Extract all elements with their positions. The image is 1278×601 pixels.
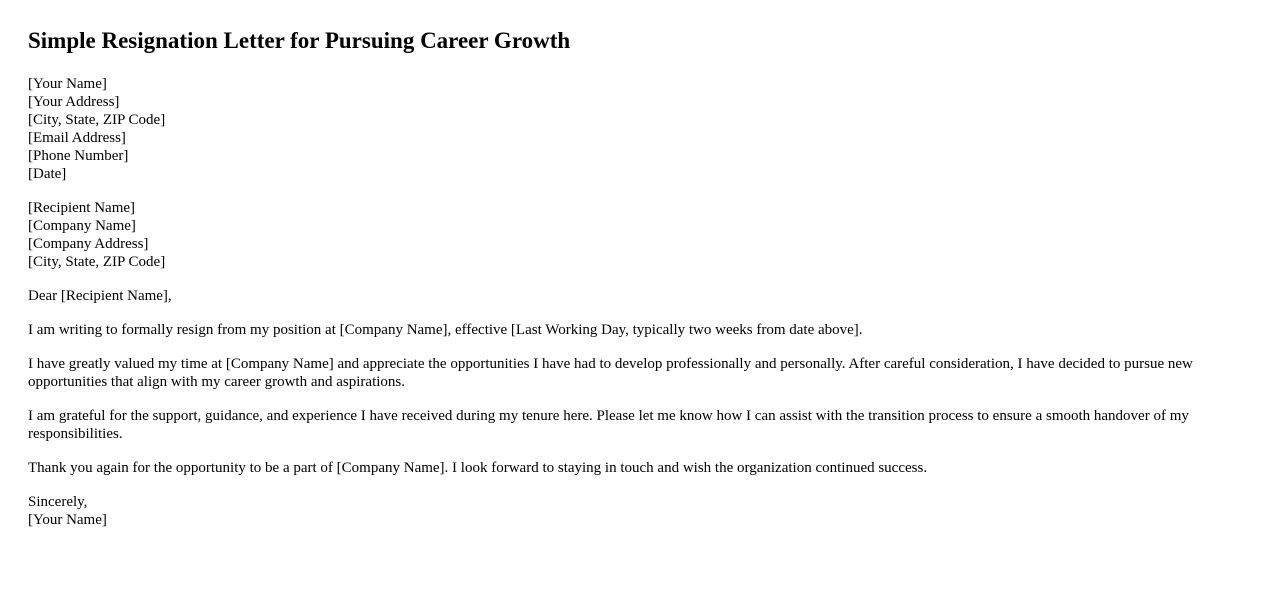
recipient-city-state-zip: [City, State, ZIP Code]: [28, 254, 166, 270]
recipient-company-address: [Company Address]: [28, 236, 149, 252]
recipient-name: [Recipient Name]: [28, 200, 136, 216]
letter-date: [Date]: [28, 166, 67, 182]
letter-title: Simple Resignation Letter for Pursuing Career Growth: [28, 28, 571, 53]
sender-city-state-zip: [City, State, ZIP Code]: [28, 112, 166, 128]
closing: Sincerely,: [28, 494, 88, 510]
body-paragraph: Thank you again for the opportunity to be a part of [Company Name]. I look forward to staying in touch and wish the organization continued success.: [28, 460, 928, 476]
body-paragraph: I am writing to formally resign from my position at [Company Name], effective [Last Working Day, typically two weeks from date above].: [28, 322, 863, 338]
sender-phone: [Phone Number]: [28, 148, 129, 164]
body-paragraph: I have greatly valued my time at [Company Name] and appreciate the opportunities I have had to develop professionally and personally. After careful consideration, I have decided to pursue new opportunities that align with my career growth and aspirations.: [28, 356, 1193, 390]
body-paragraph: I am grateful for the support, guidance, and experience I have received during my tenure here. Please let me know how I can assist with the transition process to ensure a smooth handover of my responsibilities.: [28, 408, 1189, 442]
sender-email: [Email Address]: [28, 130, 126, 146]
recipient-block: [28, 199, 1250, 271]
recipient-company: [Company Name]: [28, 218, 136, 234]
sender-name: [Your Name]: [28, 76, 107, 92]
closing-block: [28, 493, 1250, 529]
salutation: Dear [Recipient Name],: [28, 288, 172, 304]
sender-block: [28, 75, 1250, 183]
signature: [Your Name]: [28, 512, 107, 528]
sender-address: [Your Address]: [28, 94, 120, 110]
